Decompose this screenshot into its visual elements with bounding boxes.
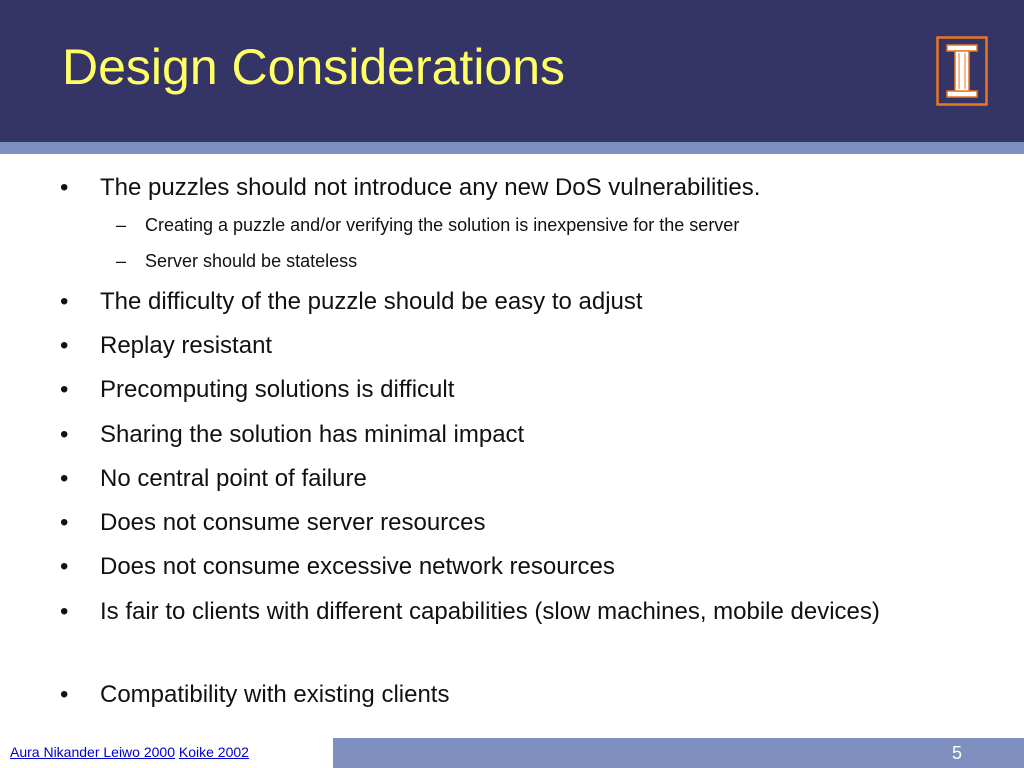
bullet-text: No central point of failure — [100, 465, 367, 492]
slide-title: Design Considerations — [62, 39, 566, 95]
bullet-text: Is fair to clients with different capabilities (slow machines, mobile devices) — [100, 598, 880, 625]
sub-bullet-mark: – — [116, 215, 127, 235]
footer-band — [333, 738, 1024, 768]
bullet-text: Compatibility with existing clients — [100, 681, 450, 708]
bullet-text: Replay resistant — [100, 332, 273, 359]
reference-links — [10, 744, 249, 760]
bullet-mark: • — [60, 288, 69, 315]
bullet-text: Does not consume excessive network resources — [100, 553, 615, 580]
bullet-text: Does not consume server resources — [100, 509, 486, 536]
title-bar — [0, 0, 1024, 142]
bullet-mark: • — [60, 376, 69, 403]
sub-bullet-text: Server should be stateless — [145, 251, 358, 271]
bullet-mark: • — [60, 598, 69, 625]
sub-bullet-mark: – — [116, 251, 127, 271]
bullet-mark: • — [60, 174, 69, 201]
bullet-mark: • — [60, 553, 69, 580]
bullet-mark: • — [60, 465, 69, 492]
bullet-mark: • — [60, 421, 69, 448]
bullet-text: The difficulty of the puzzle should be easy to adjust — [100, 288, 643, 315]
bullet-mark: • — [60, 681, 69, 708]
bullet-text: Sharing the solution has minimal impact — [100, 421, 525, 448]
bullet-text: Precomputing solutions is difficult — [100, 376, 455, 403]
reference-link-aura[interactable]: Aura Nikander Leiwo 2000 — [10, 744, 175, 760]
bullet-mark: • — [60, 332, 69, 359]
bullet-mark: • — [60, 509, 69, 536]
university-i-logo-icon — [936, 36, 988, 106]
header-rule — [0, 142, 1024, 154]
reference-link-koike[interactable]: Koike 2002 — [178, 744, 249, 760]
page-number: 5 — [951, 743, 962, 763]
bullet-text: The puzzles should not introduce any new DoS vulnerabilities. — [100, 174, 761, 201]
sub-bullet-text: Creating a puzzle and/or verifying the solution is inexpensive for the server — [145, 215, 740, 235]
